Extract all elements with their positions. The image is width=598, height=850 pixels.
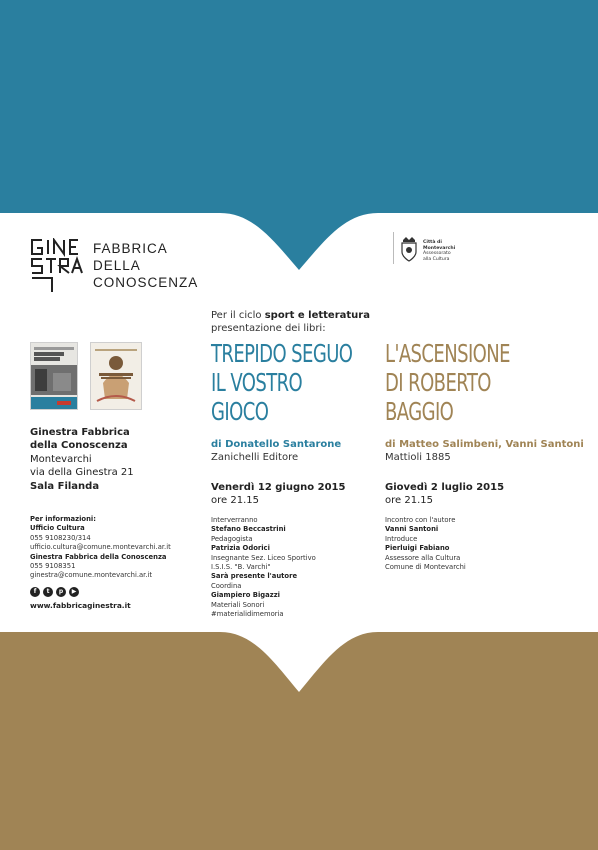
- intro-prefix: Per il ciclo: [211, 310, 265, 321]
- book-2-detail: Vanni Santoni: [385, 525, 439, 534]
- book-2-date-day: Giovedì 2 luglio 2015: [385, 482, 505, 493]
- book-2-title-line-2: DI ROBERTO: [385, 368, 491, 397]
- contact-org-phone: 055 9108351: [30, 562, 76, 571]
- book-1-detail: Insegnante Sez. Liceo Sportivo: [211, 553, 316, 562]
- venue-name-1: Ginestra Fabbrica: [30, 427, 130, 438]
- book-2-publisher: Mattioli 1885: [385, 452, 451, 463]
- book-1-detail: Interverranno: [211, 516, 258, 524]
- book-2-detail: Assessore alla Cultura: [385, 553, 461, 562]
- book-1-publisher: Zanichelli Editore: [211, 452, 299, 463]
- intro-line-2: presentazione dei libri:: [211, 323, 326, 334]
- contact-org-email[interactable]: ginestra@comune.montevarchi.ar.it: [30, 571, 153, 580]
- book-1-title-line-1: TREPIDO SEGUO: [211, 339, 353, 368]
- book-1-detail: Patrizia Odorici: [211, 544, 270, 553]
- twitter-icon[interactable]: t: [43, 587, 53, 597]
- book-2-title-line-1: L'ASCENSIONE: [385, 339, 510, 368]
- pinterest-icon[interactable]: p: [56, 587, 66, 597]
- social-icons: [30, 587, 82, 597]
- logo-line-1: FABBRICA: [93, 241, 168, 256]
- book-2-title: [385, 339, 510, 426]
- book-2-detail: Incontro con l'autore: [385, 516, 456, 524]
- book-1-detail: Stefano Beccastrini: [211, 525, 286, 534]
- crest-line-2: Montevarchi: [423, 245, 456, 251]
- contact-office-email[interactable]: ufficio.cultura@comune.montevarchi.ar.it: [30, 543, 171, 552]
- book-1-detail: Pedagogista: [211, 534, 253, 543]
- bottom-band: [0, 632, 598, 850]
- contact-office: Ufficio Cultura: [30, 524, 85, 533]
- contact-org: Ginestra Fabbrica della Conoscenza: [30, 552, 167, 561]
- book-1-title: [211, 339, 352, 426]
- facebook-icon[interactable]: f: [30, 587, 40, 597]
- logo-wordmark: [93, 240, 198, 291]
- logo-line-3: CONOSCENZA: [93, 275, 199, 290]
- book-2-author: di Matteo Salimbeni, Vanni Santoni: [385, 439, 584, 450]
- book-2-date: [385, 481, 504, 507]
- crest-text: [423, 240, 455, 262]
- book-1-date-day: Venerdì 12 giugno 2015: [211, 482, 346, 493]
- book-2-detail: Comune di Montevarchi: [385, 563, 466, 572]
- book-1-detail: #materialidimemoria: [211, 610, 284, 619]
- book-1-detail: I.S.I.S. "B. Varchi": [211, 563, 271, 572]
- venue-block: [30, 426, 134, 493]
- book-2-cover-art: [91, 343, 141, 409]
- intro-series: sport e letteratura: [264, 310, 370, 321]
- youtube-icon[interactable]: ▶: [69, 587, 79, 597]
- book-1-detail: Coordina: [211, 581, 242, 590]
- book-2-title-line-3: BAGGIO: [385, 397, 454, 426]
- venue-room: Sala Filanda: [30, 480, 100, 492]
- logo-line-2: DELLA: [93, 258, 141, 273]
- book-1-details: [211, 516, 316, 619]
- book-1-detail: Sarà presente l'autore: [211, 572, 298, 581]
- ginestra-logo-mark: [28, 238, 84, 296]
- venue-name-2: della Conoscenza: [30, 440, 128, 452]
- book-1-author: di Donatello Santarone: [211, 439, 342, 450]
- top-band: [0, 0, 598, 270]
- book-2-detail: Introduce: [385, 534, 418, 543]
- contact-block: [30, 515, 171, 581]
- book-1-detail: Materiali Sonori: [211, 600, 265, 609]
- website-link[interactable]: www.fabbricaginestra.it: [30, 601, 131, 610]
- book-2-cover-image: [90, 342, 142, 410]
- montevarchi-crest-icon: [400, 236, 418, 262]
- book-1-cover-image: [30, 342, 78, 410]
- crest-divider: [393, 232, 394, 264]
- book-1-title-line-2: IL VOSTRO: [211, 368, 303, 397]
- contact-office-phone: 055 9108230/314: [30, 533, 91, 542]
- book-2-details: [385, 516, 466, 572]
- venue-address: via della Ginestra 21: [30, 467, 134, 479]
- book-2-detail: Pierluigi Fabiano: [385, 544, 450, 553]
- intro-text: [211, 309, 370, 335]
- crest-line-4: alla Cultura: [423, 256, 450, 262]
- book-1-time: ore 21.15: [211, 495, 259, 506]
- crest-line-3: Assessorato: [423, 251, 451, 257]
- book-1-cover-art: [31, 343, 77, 409]
- book-1-title-line-3: GIOCO: [211, 397, 269, 426]
- venue-city: Montevarchi: [30, 453, 92, 465]
- book-1-detail: Giampiero Bigazzi: [211, 591, 280, 600]
- crest-line-1: Città di: [423, 240, 442, 245]
- book-2-time: ore 21.15: [385, 495, 433, 506]
- contact-heading: Per informazioni:: [30, 515, 96, 523]
- book-1-date: [211, 481, 345, 507]
